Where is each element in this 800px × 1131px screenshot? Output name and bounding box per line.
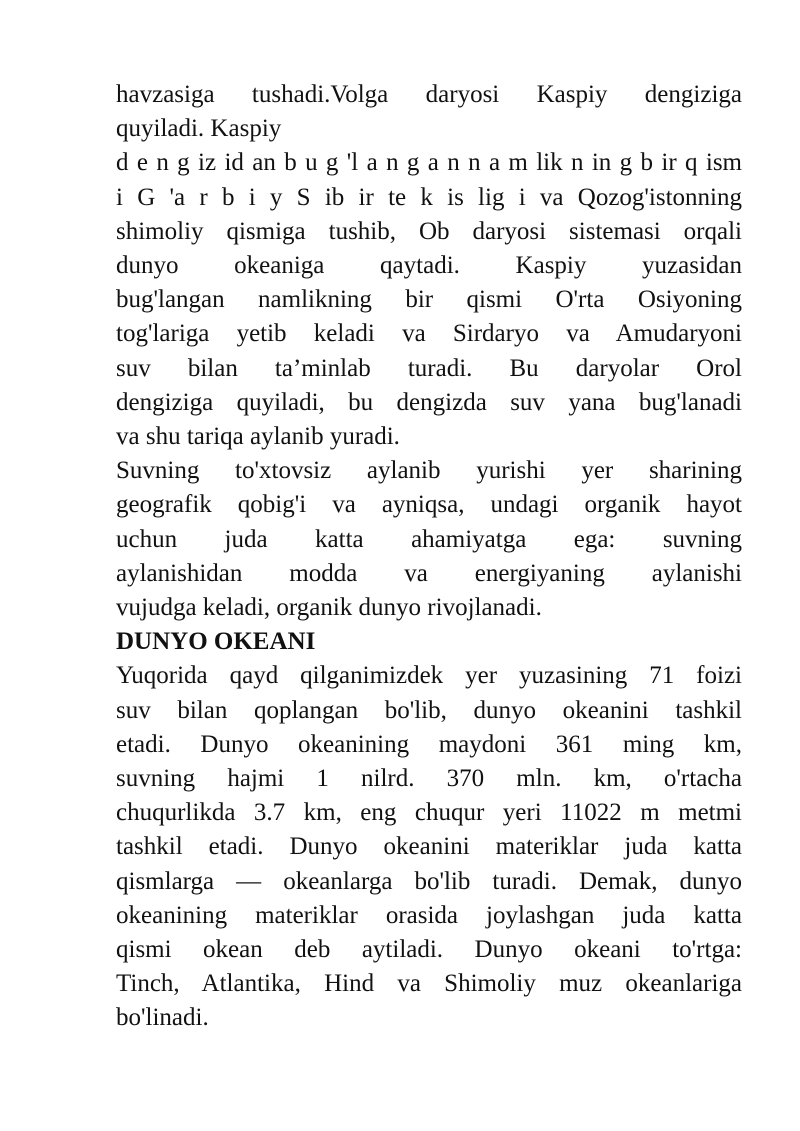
paragraph-world-ocean	[116, 659, 742, 1035]
text-line: shimoliy qismiga tushib, Ob daryosi sistemasi orqali	[116, 217, 742, 245]
text-line: havzasiga tushadi.Volga daryosi Kaspiy dengiziga	[116, 81, 742, 108]
text-line: chuqurlikda 3.7 km, eng chuqur yeri 11022 m metmi	[116, 799, 742, 827]
text-line: vujudga keladi, organik dunyo rivojlanadi.	[116, 594, 542, 622]
document-page	[116, 78, 742, 1036]
text-line: quyiladi. Kaspiy	[116, 115, 282, 143]
text-line: dengiziga quyiladi, bu dengizda suv yana bug'lanadi	[116, 388, 742, 416]
text-line: bo'linadi.	[116, 1004, 209, 1032]
text-line: i G 'a r b i y S ib ir te k is lig i va Qozog'istonning	[116, 183, 742, 211]
paragraph-circulation-importance	[116, 454, 742, 625]
text-line: Suvning to'xtovsiz aylanib yurishi yer sharining	[116, 457, 742, 485]
text-line: suv bilan ta’minlab turadi. Bu daryolar Orol	[116, 354, 742, 382]
text-line: okeanining materiklar orasida joylashgan juda katta	[116, 901, 742, 929]
text-line: uchun juda katta ahamiyatga ega: suvning	[116, 525, 742, 553]
text-line: Yuqorida qayd qilganimizdek yer yuzasining 71 foizi	[116, 662, 742, 690]
text-line: Tinch, Atlantika, Hind va Shimoliy muz okeanlariga	[116, 970, 742, 998]
text-line: etadi. Dunyo okeanining maydoni 361 ming km,	[116, 730, 742, 758]
paragraph-water-cycle	[116, 78, 742, 454]
text-line: dunyo okeaniga qaytadi. Kaspiy yuzasidan	[116, 252, 742, 280]
text-line: tashkil etadi. Dunyo okeanini materiklar juda katta	[116, 833, 742, 861]
text-line: qismi okean deb aytiladi. Dunyo okeani to'rtga:	[116, 936, 742, 964]
text-line: suvning hajmi 1 nilrd. 370 mln. km, o'rtacha	[116, 765, 742, 793]
text-line: d e n g iz id an b u g 'l a n g a n n a m lik n in g b ir q ism	[116, 149, 742, 177]
text-line: qismlarga — okeanlarga bo'lib turadi. Demak, dunyo	[116, 867, 742, 895]
text-line: bug'langan namlikning bir qismi O'rta Osiyoning	[116, 286, 742, 314]
text-line: va shu tariqa aylanib yuradi.	[116, 423, 400, 451]
section-heading: DUNYO OKEANI	[116, 628, 316, 656]
text-line: suv bilan qoplangan bo'lib, dunyo okeanini tashkil	[116, 696, 742, 724]
text-line: tog'lariga yetib keladi va Sirdaryo va Amudaryoni	[116, 320, 742, 348]
text-line: aylanishidan modda va energiyaning aylanishi	[116, 559, 742, 587]
text-line: geografik qobig'i va ayniqsa, undagi organik hayot	[116, 491, 742, 519]
